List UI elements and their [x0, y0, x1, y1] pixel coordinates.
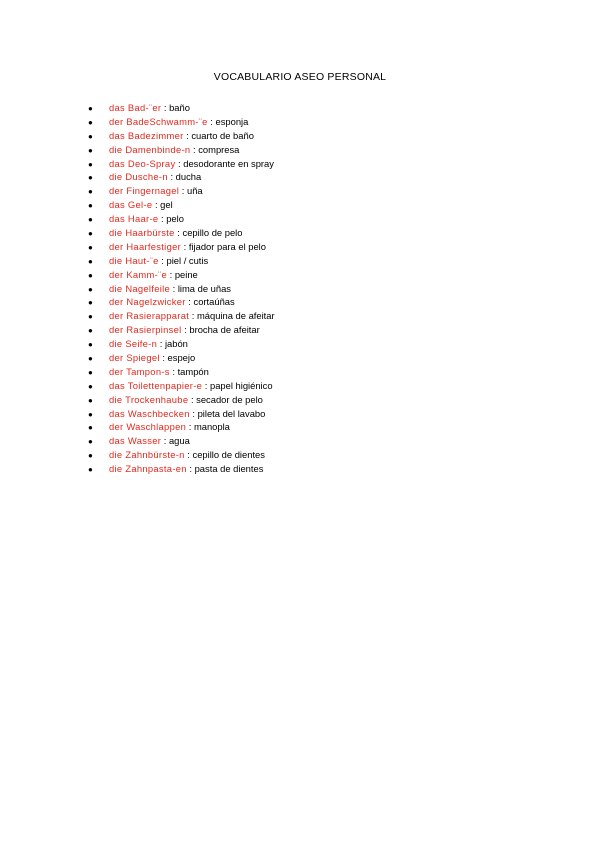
page-title: VOCABULARIO ASEO PERSONAL [213, 71, 387, 83]
spanish-translation: : pileta del lavabo [189, 407, 266, 419]
bullet-icon: ● [88, 451, 93, 461]
spanish-translation: : espejo [159, 352, 196, 364]
bullet-icon: ● [88, 409, 93, 419]
german-term: der Tampon-s [109, 365, 170, 377]
german-term: die Haut-¨e [109, 254, 159, 266]
german-term: das Bad-¨er [109, 102, 162, 113]
vocab-item [88, 379, 275, 393]
vocab-item [88, 309, 275, 323]
bullet-icon: ● [88, 423, 93, 433]
spanish-translation: : tampón [169, 365, 209, 377]
spanish-translation: : cortaúñas [185, 296, 235, 308]
spanish-translation: : máquina de afeitar [189, 310, 275, 322]
spanish-translation: : peine [167, 268, 198, 280]
german-term: der Spiegel [109, 352, 160, 364]
vocab-item [88, 365, 275, 379]
german-term: die Haarbürste [109, 227, 175, 239]
spanish-translation: : cepillo de pelo [174, 227, 243, 239]
spanish-translation: : fijador para el pelo [181, 240, 266, 252]
spanish-translation: : cepillo de dientes [184, 449, 265, 461]
spanish-translation: : uña [179, 185, 203, 197]
vocab-item [88, 143, 275, 157]
bullet-icon: ● [88, 437, 93, 447]
spanish-translation: : lima de uñas [170, 282, 231, 294]
vocab-item [88, 170, 275, 184]
german-term: das Toilettenpapier-e [109, 379, 203, 391]
bullet-icon: ● [88, 326, 93, 336]
spanish-translation: : secador de pelo [188, 393, 263, 405]
bullet-icon: ● [88, 117, 93, 127]
spanish-translation: : papel higiénico [202, 379, 273, 391]
bullet-icon: ● [88, 381, 93, 391]
bullet-icon: ● [88, 256, 93, 266]
spanish-translation: : baño [161, 102, 190, 113]
german-term: das Gel-e [109, 199, 153, 211]
vocab-item [88, 351, 275, 365]
vocab-item [88, 184, 275, 198]
german-term: der Rasierpinsel [109, 324, 182, 336]
bullet-icon: ● [88, 173, 93, 183]
bullet-icon: ● [88, 242, 93, 252]
spanish-translation: : brocha de afeitar [181, 324, 260, 336]
vocab-item [88, 198, 275, 212]
german-term: die Seife-n [109, 338, 158, 350]
bullet-icon: ● [88, 354, 93, 364]
spanish-translation: : pasta de dientes [186, 463, 264, 475]
bullet-icon: ● [88, 340, 93, 350]
vocab-item [88, 407, 275, 421]
vocab-item [88, 254, 275, 268]
spanish-translation: : manopla [186, 421, 230, 433]
spanish-translation: : compresa [190, 143, 240, 155]
vocab-item [88, 129, 275, 143]
bullet-icon: ● [88, 131, 93, 141]
german-term: der Waschlappen [109, 421, 187, 433]
bullet-icon: ● [88, 395, 93, 405]
spanish-translation: : ducha [167, 171, 202, 183]
spanish-translation: : pelo [158, 213, 184, 225]
german-term: die Trockenhaube [109, 393, 189, 405]
vocab-item [88, 226, 275, 240]
german-term: die Nagelfeile [109, 282, 171, 294]
vocab-item [88, 434, 275, 448]
bullet-icon: ● [88, 159, 93, 169]
spanish-translation: : desodorante en spray [175, 157, 274, 169]
bullet-icon: ● [88, 270, 93, 280]
german-term: das Waschbecken [109, 407, 190, 419]
vocab-item [88, 393, 275, 407]
vocab-item [88, 448, 275, 462]
german-term: die Dusche-n [109, 171, 168, 183]
german-term: der Haarfestiger [109, 240, 182, 252]
vocab-item [88, 240, 275, 254]
bullet-icon: ● [88, 367, 93, 377]
spanish-translation: : piel / cutis [158, 254, 209, 266]
german-term: die Zahnbürste-n [109, 449, 185, 461]
vocab-item [88, 420, 275, 434]
bullet-icon: ● [88, 284, 93, 294]
bullet-icon: ● [88, 229, 93, 239]
german-term: die Damenbinde-n [109, 143, 191, 155]
german-term: der Kamm-¨e [109, 268, 167, 280]
bullet-icon: ● [88, 104, 93, 113]
german-term: der Rasierapparat [109, 310, 190, 322]
vocab-item [88, 295, 275, 309]
spanish-translation: : agua [161, 435, 190, 447]
bullet-icon: ● [88, 312, 93, 322]
bullet-icon: ● [88, 465, 93, 475]
bullet-icon: ● [88, 187, 93, 197]
spanish-translation: : jabón [157, 338, 188, 350]
vocabulary-list [88, 101, 275, 476]
german-term: die Zahnpasta-en [109, 463, 187, 475]
german-term: das Wasser [109, 435, 162, 447]
spanish-translation: : esponja [207, 115, 249, 127]
german-term: das Badezimmer [109, 129, 184, 141]
vocab-item [88, 101, 275, 115]
german-term: das Deo-Spray [109, 157, 176, 169]
vocab-item [88, 115, 275, 129]
vocab-item [88, 212, 275, 226]
spanish-translation: : gel [152, 199, 173, 211]
bullet-icon: ● [88, 215, 93, 225]
german-term: der Fingernagel [109, 185, 180, 197]
german-term: der Nagelzwicker [109, 296, 186, 308]
vocab-item [88, 282, 275, 296]
vocab-item [88, 157, 275, 171]
vocab-item [88, 268, 275, 282]
vocab-item [88, 462, 275, 476]
vocab-item [88, 323, 275, 337]
bullet-icon: ● [88, 145, 93, 155]
bullet-icon: ● [88, 201, 93, 211]
spanish-translation: : cuarto de baño [183, 129, 254, 141]
vocab-item [88, 337, 275, 351]
german-term: der BadeSchwamm-¨e [109, 115, 208, 127]
bullet-icon: ● [88, 298, 93, 308]
german-term: das Haar-e [109, 213, 159, 225]
